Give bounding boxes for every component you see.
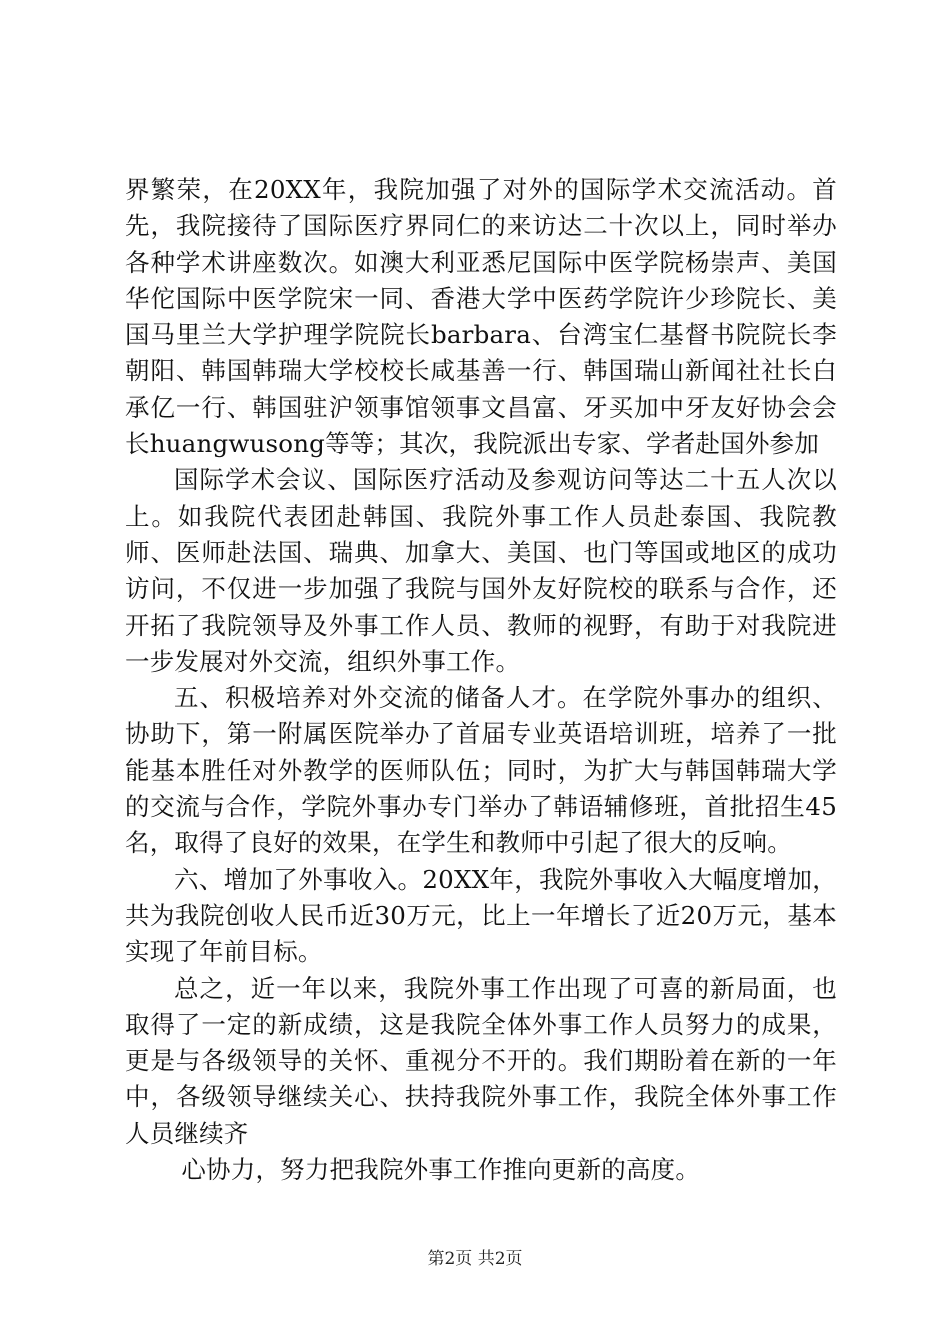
document-body — [125, 172, 837, 1188]
paragraph-2: 国际学术会议、国际医疗活动及参观访问等达二十五人次以上。如我院代表团赴韩国、我院外事工作人员赴泰国、我院教师、医师赴法国、瑞典、加拿大、美国、也门等国或地区的成功访问，不仅进一步加强了我院与国外友好院校的联系与合作，还开拓了我院领导及外事工作人员、教师的视野，有助于对我院进一步发展对外交流，组织外事工作。 — [125, 465, 837, 676]
paragraph-3: 五、积极培养对外交流的储备人才。在学院外事办的组织、协助下，第一附属医院举办了首届专业英语培训班，培养了一批能基本胜任对外教学的医师队伍；同时，为扩大与韩国韩瑞大学的交流与合作，学院外事办专门举办了韩语辅修班，首批招生45名，取得了良好的效果，在学生和教师中引起了很大的反响。 — [125, 683, 837, 858]
paragraph-6: 心协力，努力把我院外事工作推向更新的高度。 — [181, 1155, 701, 1185]
page-footer — [0, 1248, 950, 1270]
page-number: 第2页 共2页 — [427, 1249, 523, 1269]
paragraph-5: 总之，近一年以来，我院外事工作出现了可喜的新局面，也取得了一定的新成绩，这是我院全体外事工作人员努力的成果，更是与各级领导的关怀、重视分不开的。我们期盼着在新的一年中，各级领导继续关心、扶持我院外事工作，我院全体外事工作人员继续齐 — [125, 973, 837, 1148]
paragraph-4: 六、增加了外事收入。20XX年，我院外事收入大幅度增加，共为我院创收人民币近30万元，比上一年增长了近20万元，基本实现了年前目标。 — [125, 864, 837, 967]
paragraph-1: 界繁荣，在20XX年，我院加强了对外的国际学术交流活动。首先，我院接待了国际医疗界同仁的来访达二十次以上，同时举办各种学术讲座数次。如澳大利亚悉尼国际中医学院杨崇声、美国华佗国际中医学院宋一同、香港大学中医药学院许少珍院长、美国马里兰大学护理学院院长barbara、台湾宝仁基督书院院长李朝阳、韩国韩瑞大学校校长咸基善一行、韩国瑞山新闻社社长白承亿一行、韩国驻沪领事馆领事文昌富、牙买加中牙友好协会会长huangwusong等等；其次，我院派出专家、学者赴国外参加 — [125, 175, 837, 459]
